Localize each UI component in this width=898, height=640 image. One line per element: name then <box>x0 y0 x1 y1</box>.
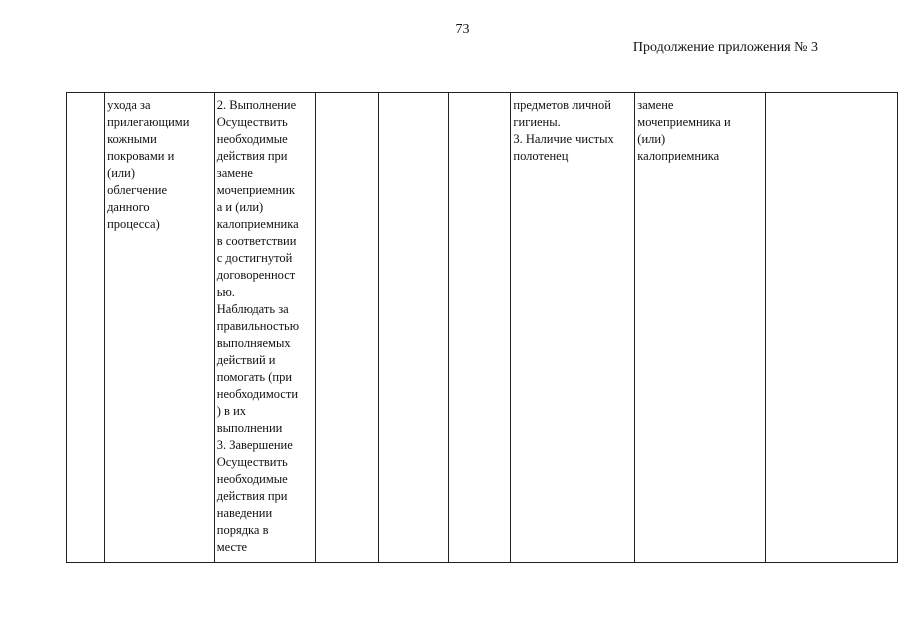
table-row <box>67 93 898 563</box>
page-number: 73 <box>455 22 470 37</box>
table-cell-col-9 <box>766 93 898 563</box>
cell-line: Осуществить <box>216 115 288 129</box>
cell-line: прилегающими <box>107 115 190 129</box>
cell-line: калоприемника <box>216 217 299 231</box>
cell-line: мочеприемника и <box>637 115 731 129</box>
content-table <box>66 92 898 563</box>
cell-line: помогать (при <box>216 370 293 384</box>
cell-line: действий и <box>216 353 276 367</box>
cell-line: кожными <box>107 132 157 146</box>
cell-line: выполнении <box>216 421 283 435</box>
table-cell-col-2 <box>105 93 215 563</box>
cell-line: ) в их <box>216 404 247 418</box>
cell-line: необходимые <box>216 132 288 146</box>
cell-line: облегчение <box>107 183 168 197</box>
cell-line: гигиены. <box>513 115 561 129</box>
cell-line: действия при <box>216 149 288 163</box>
cell-line: ью. <box>216 285 235 299</box>
cell-line: мочеприемник <box>216 183 295 197</box>
cell-line: договоренност <box>216 268 296 282</box>
cell-line: ухода за <box>107 98 151 112</box>
cell-line: месте <box>216 540 248 554</box>
cell-line: данного <box>107 200 150 214</box>
cell-line: покровами и <box>107 149 175 163</box>
table-cell-col-3 <box>214 93 315 563</box>
cell-line: а и (или) <box>216 200 264 214</box>
cell-line: необходимые <box>216 472 288 486</box>
cell-line: 3. Наличие чистых <box>513 132 614 146</box>
table-cell-col-5 <box>378 93 448 563</box>
cell-line: (или) <box>107 166 136 180</box>
cell-line: калоприемника <box>637 149 720 163</box>
cell-line: 2. Выполнение <box>216 98 297 112</box>
table-cell-col-4 <box>315 93 378 563</box>
cell-line: в соответствии <box>216 234 297 248</box>
table-cell-col-1 <box>67 93 105 563</box>
cell-line: выполняемых <box>216 336 291 350</box>
cell-line: правильностью <box>216 319 300 333</box>
cell-line: предметов личной <box>513 98 611 112</box>
table-cell-col-6 <box>448 93 511 563</box>
cell-line: необходимости <box>216 387 299 401</box>
appendix-continuation-note: Продолжение приложения № 3 <box>632 40 818 55</box>
cell-line: полотенец <box>513 149 569 163</box>
cell-line: процесса) <box>107 217 160 231</box>
table-cell-col-7 <box>511 93 635 563</box>
cell-line: замене <box>637 98 674 112</box>
cell-line: 3. Завершение <box>216 438 293 452</box>
cell-line: порядка в <box>216 523 269 537</box>
cell-line: наведении <box>216 506 273 520</box>
cell-line: действия при <box>216 489 288 503</box>
cell-line: замене <box>216 166 253 180</box>
cell-line: с достигнутой <box>216 251 293 265</box>
cell-line: Осуществить <box>216 455 288 469</box>
cell-line: Наблюдать за <box>216 302 289 316</box>
table-cell-col-8 <box>635 93 766 563</box>
cell-line: (или) <box>637 132 666 146</box>
